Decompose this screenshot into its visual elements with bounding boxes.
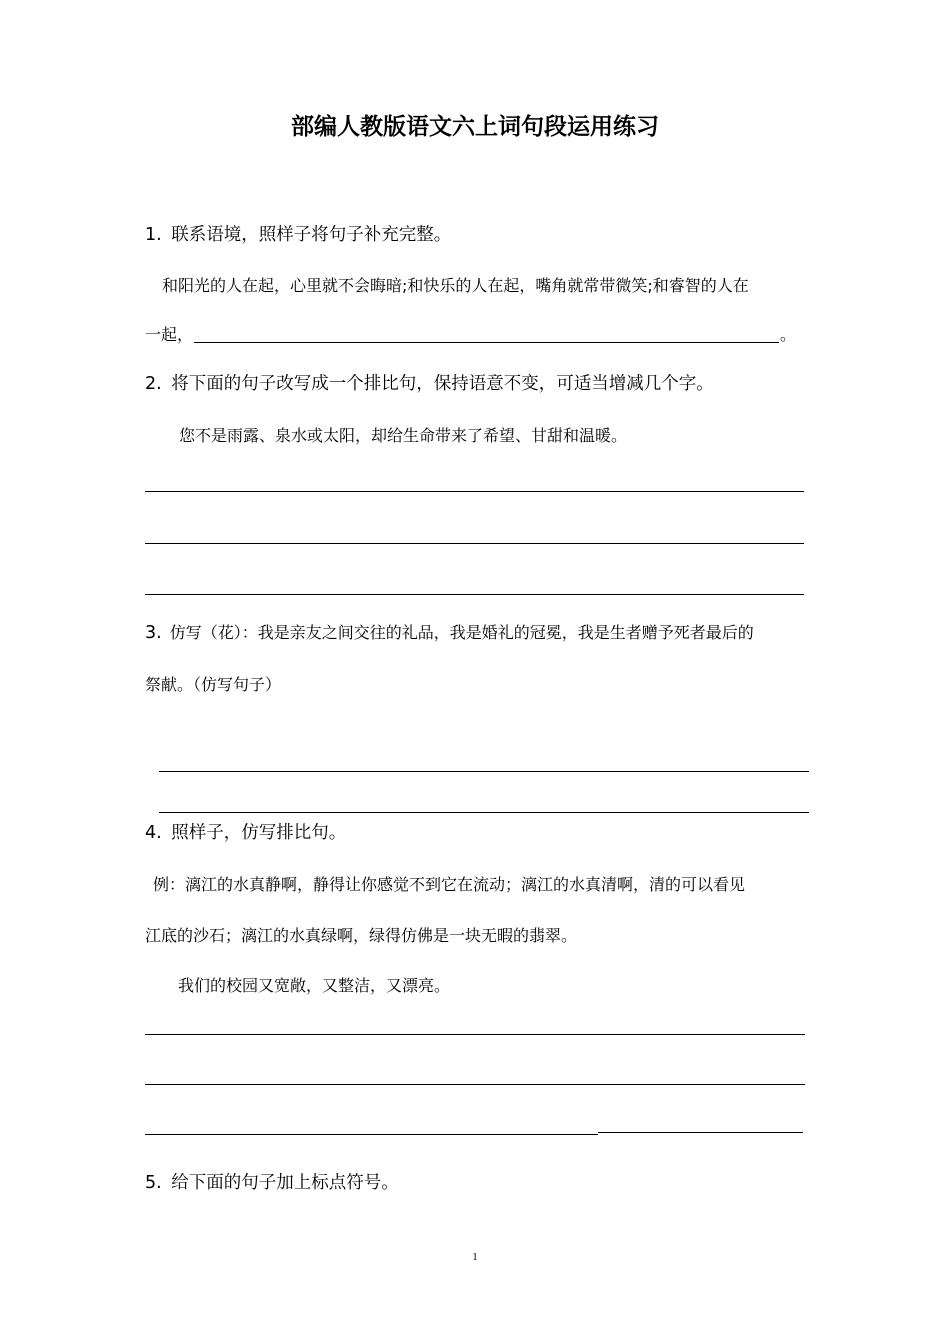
question-3-text-line-1: 仿写（花）：我是亲友之间交往的礼品，我是婚礼的冠冕，我是生者赠予死者最后的 bbox=[169, 623, 754, 642]
question-2 bbox=[145, 376, 714, 394]
question-2-prompt: 将下面的句子改写成一个排比句，保持语意不变，可适当增减几个字。 bbox=[171, 374, 714, 394]
question-4-number: 4. bbox=[145, 823, 162, 843]
question-4-sentence: 我们的校园又宽敞，又整洁，又漂亮。 bbox=[178, 976, 451, 995]
question-1-prompt: 联系语境，照样子将句子补充完整。 bbox=[171, 225, 452, 245]
question-4-answer-line-1[interactable] bbox=[145, 1034, 805, 1035]
question-4 bbox=[145, 825, 346, 843]
question-4-example-line-1: 例：漓江的水真静啊，静得让你感觉不到它在流动；漓江的水真清啊，清的可以看见 bbox=[153, 875, 746, 894]
question-2-number: 2. bbox=[145, 374, 162, 394]
question-1-sentence-line-2 bbox=[145, 326, 796, 343]
question-4-prompt: 照样子，仿写排比句。 bbox=[171, 823, 347, 843]
question-4-example-line-2: 江底的沙石；漓江的水真绿啊，绿得仿佛是一块无暇的翡翠。 bbox=[145, 926, 578, 945]
question-2-sentence: 您不是雨露、泉水或太阳，却给生命带来了希望、甘甜和温暖。 bbox=[179, 426, 628, 445]
question-2-answer-line-3[interactable] bbox=[145, 594, 804, 595]
question-5-prompt: 给下面的句子加上标点符号。 bbox=[171, 1173, 399, 1193]
question-4-answer-line-3b[interactable] bbox=[598, 1132, 803, 1133]
question-3-text-line-2: 祭献。（仿写句子） bbox=[145, 675, 282, 694]
question-5-number: 5. bbox=[145, 1173, 162, 1193]
question-2-answer-line-1[interactable] bbox=[145, 491, 804, 492]
question-3-answer-line-1[interactable] bbox=[159, 771, 809, 772]
question-2-answer-line-2[interactable] bbox=[145, 543, 804, 544]
question-1-number: 1. bbox=[145, 225, 162, 245]
question-1-line-2-suffix: 。 bbox=[780, 325, 797, 344]
question-4-answer-line-2[interactable] bbox=[145, 1084, 805, 1085]
question-5 bbox=[145, 1175, 399, 1193]
page-title: 部编人教版语文六上词句段运用练习 bbox=[291, 114, 659, 140]
question-3-number: 3. bbox=[145, 623, 162, 643]
page-number: 1 bbox=[472, 1251, 478, 1263]
question-1-sentence-line-1: 和阳光的人在起，心里就不会晦暗;和快乐的人在起，嘴角就常带微笑;和睿智的人在 bbox=[162, 276, 749, 295]
question-3-answer-line-2[interactable] bbox=[159, 812, 809, 813]
question-1-line-2-prefix: 一起， bbox=[145, 325, 194, 344]
question-1 bbox=[145, 227, 451, 245]
question-4-answer-line-3a[interactable] bbox=[145, 1134, 598, 1135]
question-3-line-1 bbox=[145, 625, 754, 643]
question-1-answer-blank[interactable] bbox=[194, 326, 779, 343]
